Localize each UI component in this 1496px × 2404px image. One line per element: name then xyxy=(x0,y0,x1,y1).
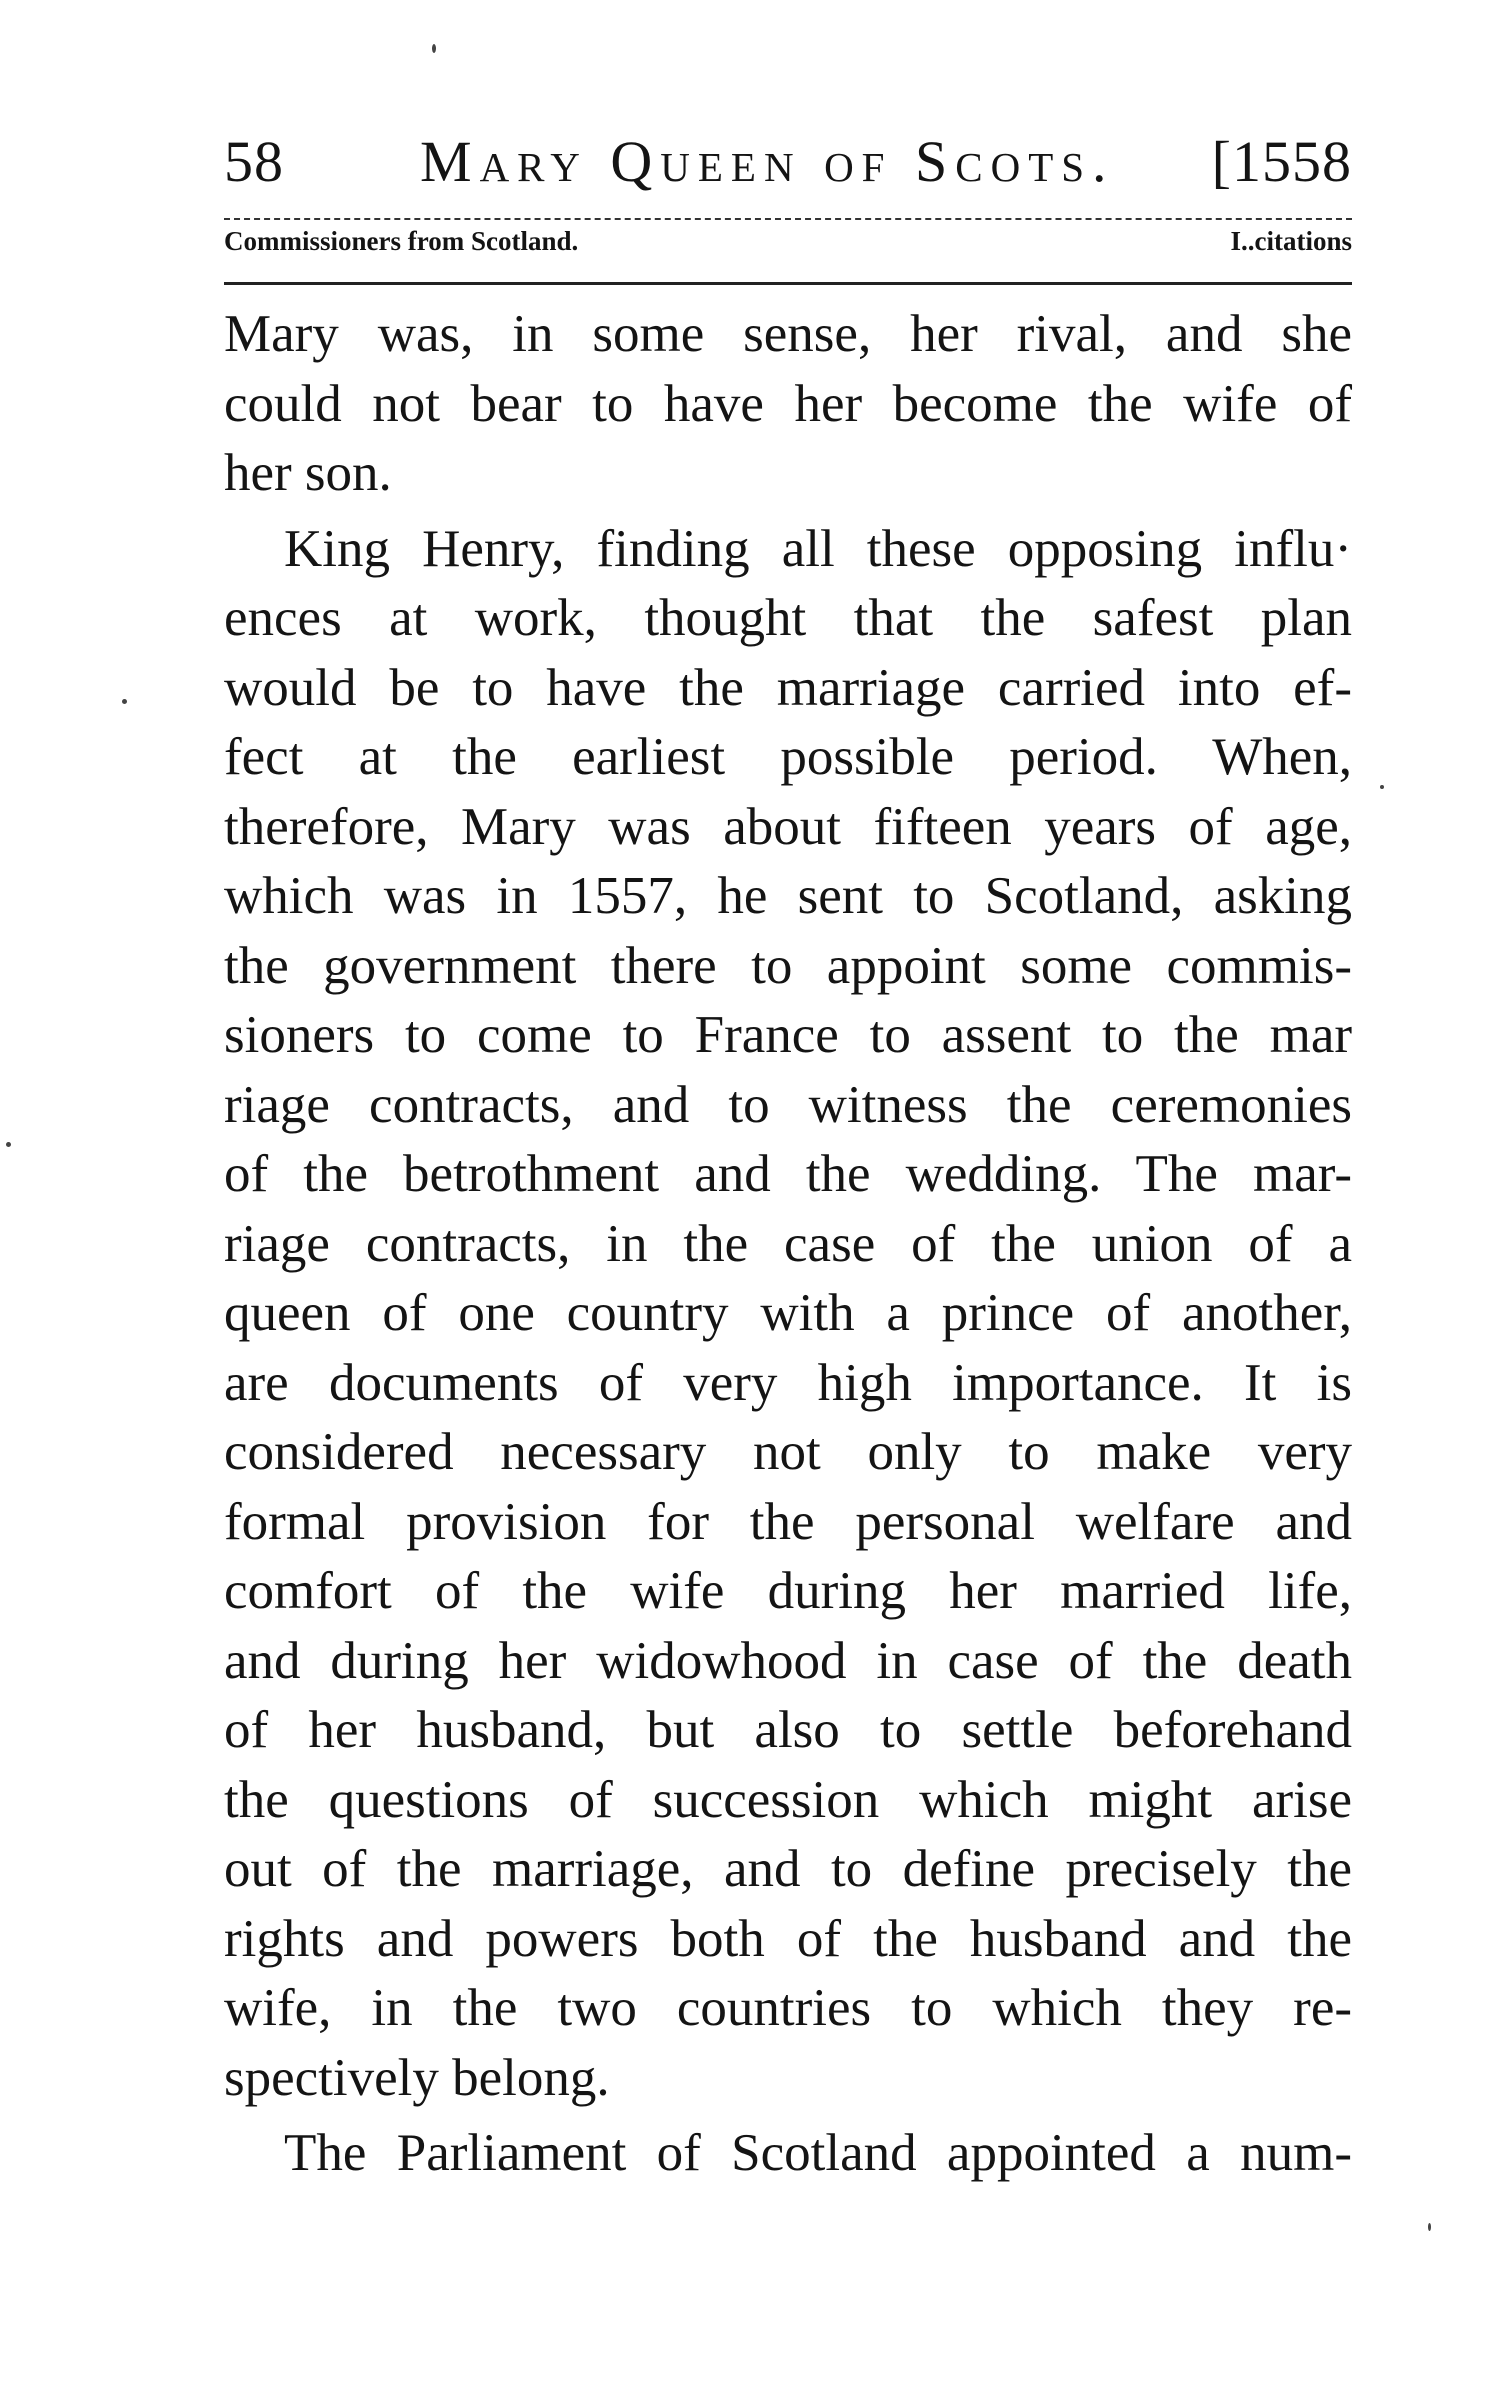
text-line: wife, in the two countries to which they re- xyxy=(224,1979,1352,2037)
text-line: The Parliament of Scotland appointed a num- xyxy=(284,2124,1352,2182)
scan-speck xyxy=(1380,785,1384,789)
sidenote-left: Commissioners from Scotland. xyxy=(224,226,579,256)
text-line: riage contracts, in the case of the union of a xyxy=(224,1214,1352,1273)
text-line: out of the marriage, and to define precisely the xyxy=(224,1840,1352,1898)
text-line: formal provision for the personal welfare and xyxy=(224,1492,1352,1551)
text-line: spectively belong. xyxy=(224,2048,610,2107)
text-line: could not bear to have her become the wife of xyxy=(224,374,1352,433)
sidenotes xyxy=(224,226,1352,260)
text-line: queen of one country with a prince of another, xyxy=(224,1284,1352,1342)
text-line: King Henry, finding all these opposing influ· xyxy=(284,519,1352,578)
text-line: ences at work, thought that the safest plan xyxy=(224,589,1352,647)
text-line: would be to have the marriage carried into ef- xyxy=(224,658,1352,717)
text-line: her son. xyxy=(224,444,392,502)
page-header xyxy=(224,120,1352,200)
text-line: riage contracts, and to witness the ceremonies xyxy=(224,1075,1352,1134)
header-rule xyxy=(224,218,1352,220)
text-line: the questions of succession which might arise xyxy=(224,1770,1352,1829)
text-line: comfort of the wife during her married life, xyxy=(224,1562,1352,1620)
text-line: the government there to appoint some commis- xyxy=(224,936,1352,995)
text-line: of the betrothment and the wedding. The mar- xyxy=(224,1145,1352,1203)
text-line: considered necessary not only to make very xyxy=(224,1423,1352,1481)
year-marker: [1558 xyxy=(1211,129,1352,194)
text-line: therefore, Mary was about fifteen years of age, xyxy=(224,797,1352,856)
scan-speck xyxy=(432,44,436,53)
scan-speck xyxy=(122,699,127,704)
text-line: fect at the earliest possible period. When, xyxy=(224,728,1352,786)
text-line: Mary was, in some sense, her rival, and she xyxy=(224,305,1352,363)
sidenote-right: I..citations xyxy=(1230,226,1352,256)
text-line: rights and powers both of the husband and the xyxy=(224,1909,1352,1968)
scan-speck xyxy=(1428,2223,1431,2231)
scan-speck xyxy=(6,1142,11,1147)
body-text xyxy=(224,300,1352,2189)
text-line: of her husband, but also to settle beforehand xyxy=(224,1701,1352,1759)
text-line: which was in 1557, he sent to Scotland, asking xyxy=(224,867,1352,925)
text-line: and during her widowhood in case of the death xyxy=(224,1631,1352,1690)
sidenote-rule xyxy=(224,282,1352,285)
text-line: are documents of very high importance. It is xyxy=(224,1353,1352,1412)
page-number: 58 xyxy=(224,129,284,194)
running-title: Mary Queen of Scots. xyxy=(420,129,1115,194)
text-line: sioners to come to France to assent to the mar xyxy=(224,1006,1352,1064)
